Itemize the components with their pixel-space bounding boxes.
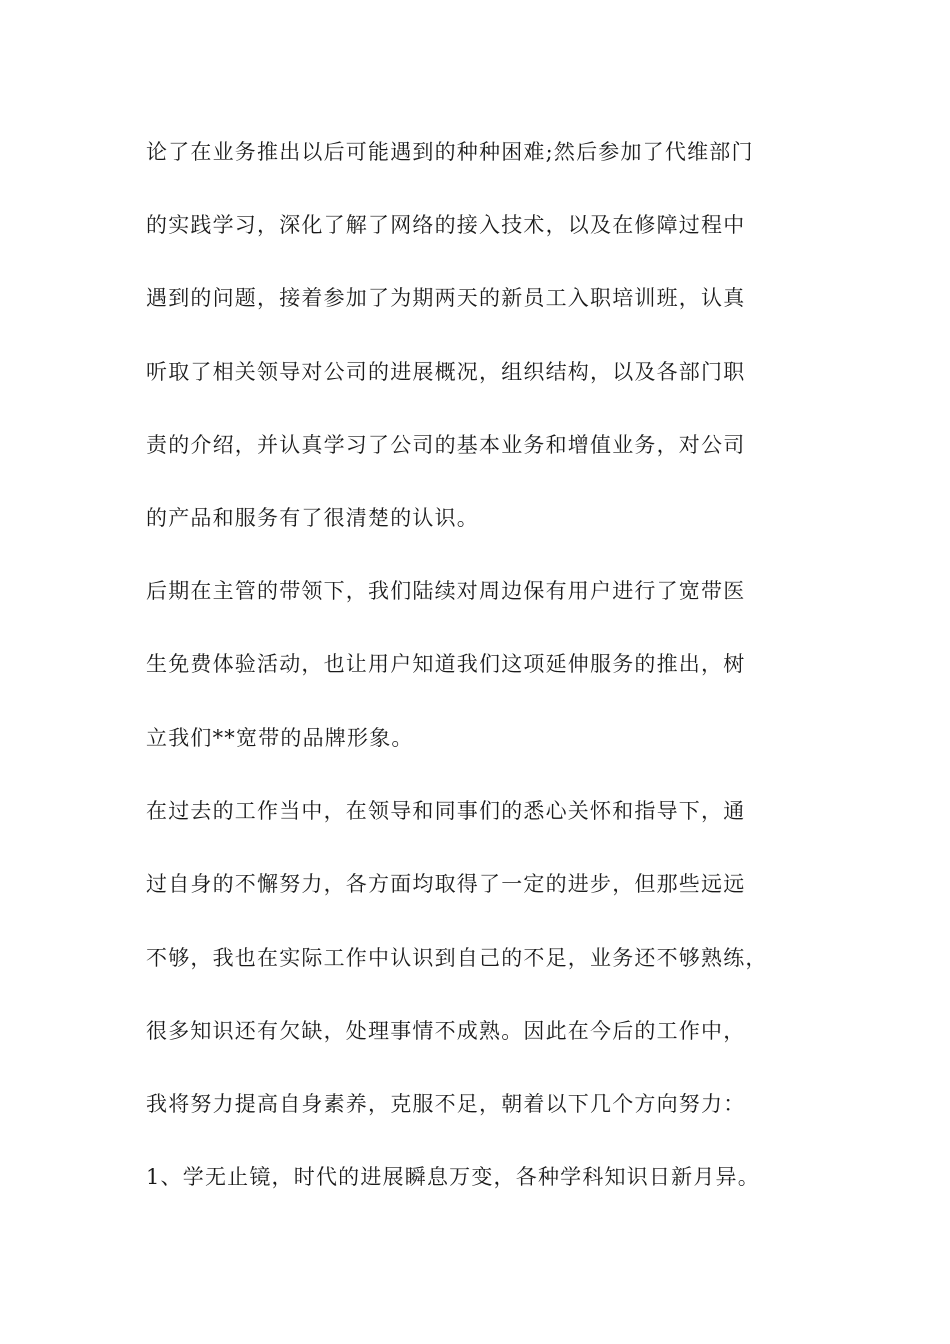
text-line-1: 论了在业务推出以后可能遇到的种种困难;然后参加了代维部门 bbox=[146, 140, 754, 164]
text-line-15: 1、学无止镜，时代的进展瞬息万变，各种学科知识日新月异。 bbox=[146, 1165, 760, 1189]
text-line-6: 的产品和服务有了很清楚的认识。 bbox=[146, 506, 479, 530]
text-line-9: 立我们**宽带的品牌形象。 bbox=[146, 726, 414, 750]
text-line-12: 不够，我也在实际工作中认识到自己的不足，业务还不够熟练， bbox=[146, 946, 768, 970]
text-line-5: 责的介绍，并认真学习了公司的基本业务和增值业务，对公司 bbox=[146, 433, 746, 457]
text-line-8: 生免费体验活动，也让用户知道我们这项延伸服务的推出，树 bbox=[146, 652, 746, 676]
text-line-11: 过自身的不懈努力，各方面均取得了一定的进步，但那些远远 bbox=[146, 872, 746, 896]
text-line-10: 在过去的工作当中，在领导和同事们的悉心关怀和指导下，通 bbox=[146, 799, 746, 823]
text-line-4: 听取了相关领导对公司的进展概况，组织结构，以及各部门职 bbox=[146, 360, 746, 384]
text-line-14: 我将努力提高自身素养，克服不足，朝着以下几个方向努力： bbox=[146, 1092, 746, 1116]
text-line-13: 很多知识还有欠缺，处理事情不成熟。因此在今后的工作中， bbox=[146, 1019, 746, 1043]
text-line-7: 后期在主管的带领下，我们陆续对周边保有用户进行了宽带医 bbox=[146, 579, 746, 603]
text-line-3: 遇到的问题，接着参加了为期两天的新员工入职培训班，认真 bbox=[146, 286, 746, 310]
text-line-2: 的实践学习，深化了解了网络的接入技术，以及在修障过程中 bbox=[146, 213, 746, 237]
